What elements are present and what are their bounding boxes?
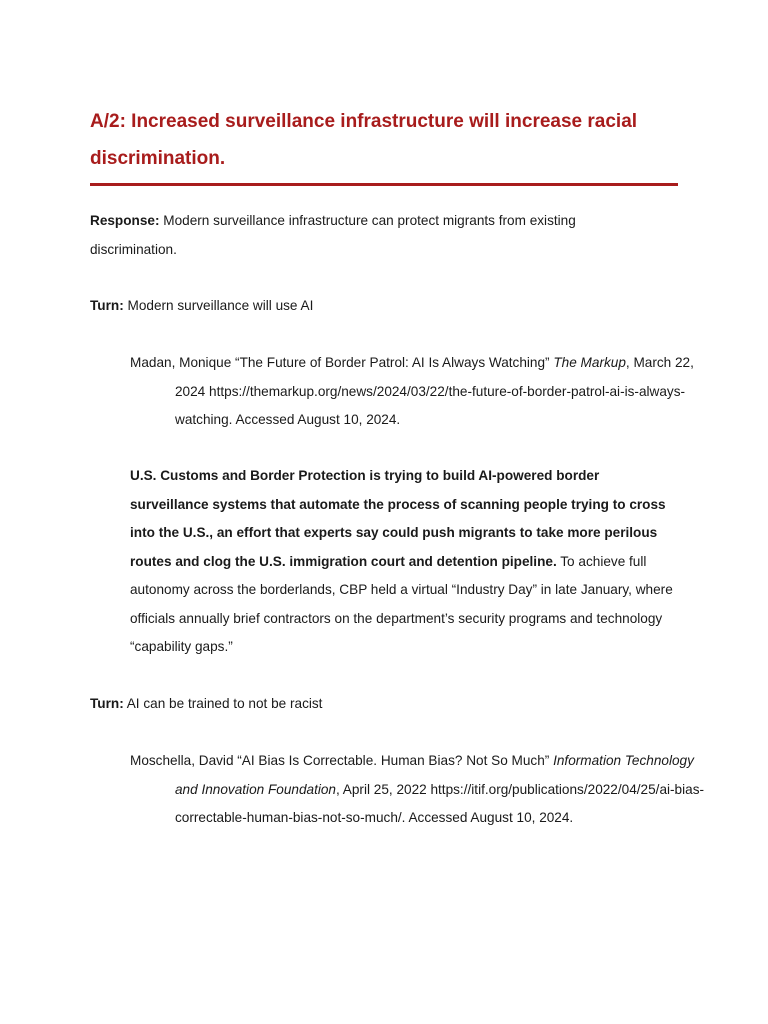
heading-rule <box>90 183 678 186</box>
evidence-card-1 <box>130 462 675 662</box>
turn-paragraph-1 <box>90 292 680 321</box>
citation-1-publication: The Markup <box>553 355 626 370</box>
response-paragraph <box>90 207 635 264</box>
citation-2-author-title: Moschella, David “AI Bias Is Correctable. Human Bias? Not So Much” <box>130 753 554 768</box>
citation-2-publication: Information Technology and Innovation Foundation <box>175 753 694 797</box>
turn-text-1: Modern surveillance will use AI <box>123 298 314 313</box>
turn-label-1: Turn: <box>90 298 124 313</box>
citation-2 <box>130 747 720 833</box>
turn-paragraph-2 <box>90 690 680 719</box>
page-heading: A/2: Increased surveillance infrastructure will increase racial discrimination. <box>90 111 638 169</box>
citation-2-rest: , April 25, 2022 https://itif.org/publications/2022/04/25/ai-bias-correctable-human-bias-not-so-much/. Accessed August 10, 2024. <box>175 781 705 825</box>
response-label: Response: <box>90 213 160 228</box>
turn-text-2: AI can be trained to not be racist <box>123 696 323 711</box>
citation-1 <box>130 349 720 435</box>
citation-1-rest: , March 22, 2024 https://themarkup.org/news/2024/03/22/the-future-of-border-patrol-ai-is-always-watching. Accessed August 10, 2024. <box>175 355 694 427</box>
card-1-highlighted-text: U.S. Customs and Border Protection is trying to build AI-powered border surveillance systems that automate the process of scanning people trying to cross into the U.S., an effort that experts say could push migrants to take more perilous routes and clog the U.S. immigration court and detention pipeline. <box>130 468 666 569</box>
turn-label-2: Turn: <box>90 696 124 711</box>
response-text: Modern surveillance infrastructure can protect migrants from existing discrimination. <box>90 213 576 257</box>
citation-1-author-title: Madan, Monique “The Future of Border Patrol: AI Is Always Watching” <box>130 355 554 370</box>
card-1-plain-text: To achieve full autonomy across the borderlands, CBP held a virtual “Industry Day” in late January, where officials annually brief contractors on the department’s security programs and technology “capability gaps.” <box>130 553 673 654</box>
